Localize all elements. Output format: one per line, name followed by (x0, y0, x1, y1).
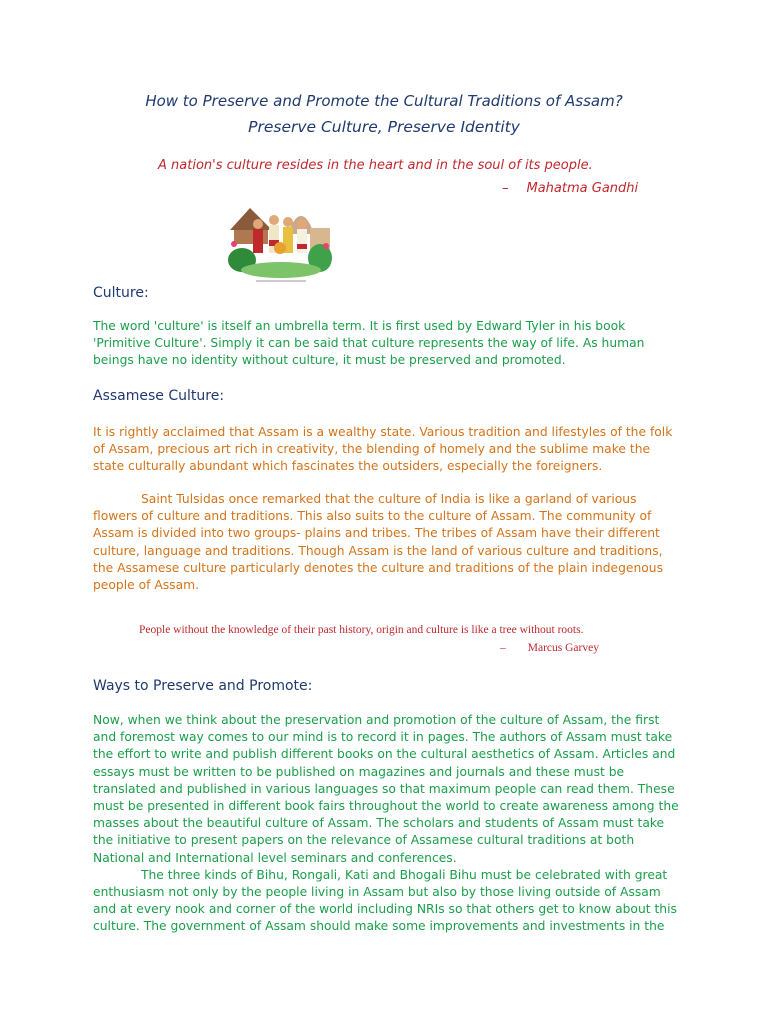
attribution-dash: – (502, 181, 509, 196)
garvey-attribution (500, 642, 599, 654)
assamese-paragraph-2: Saint Tulsidas once remarked that the culture of India is like a garland of various flowers of culture and traditions. This also suits to the culture of Assam. The community of Assam is divided into two groups- plains and tribes. The tribes of Assam have their different culture, language and traditions. Though Assam is the land of various culture and traditions, the Assamese culture particularly denotes the culture and traditions of the plain indegenous people of Assam. (93, 492, 663, 593)
page-subtitle: Preserve Culture, Preserve Identity (248, 118, 520, 136)
assamese-culture-illustration-icon (228, 200, 334, 286)
ways-paragraph-2: The three kinds of Bihu, Rongali, Kati and Bhogali Bihu must be celebrated with great enthusiasm not only by the people living in Assam but also by those living outside of Assam and at every nook and corner of the world including NRIs so that others get to know about this culture. The government of Assam should make some improvements and investments in the (93, 867, 677, 934)
gandhi-quote: A nation's culture resides in the heart and in the soul of its people. (158, 158, 593, 173)
assamese-paragraph-1: It is rightly acclaimed that Assam is a wealthy state. Various tradition and lifestyles of the folk of Assam, precious art rich in creativity, the blending of homely and the sublime make the state culturally abundant which fascinates the outsiders, especially the foreigners. (93, 425, 673, 474)
ways-paragraphs (93, 712, 683, 936)
attribution-dash: – (500, 642, 506, 654)
page-title: How to Preserve and Promote the Cultural Traditions of Assam? (145, 92, 623, 110)
ways-paragraph-1: Now, when we think about the preservation and promotion of the culture of Assam, the first and foremost way comes to our mind is to record it in pages. The authors of Assam must take the effort to write and publish different books on the cultural aesthetics of Assam. Articles and essays must be written to be published on magazines and journals and these must be translated and published in various languages so that maximum people can read them. These must be presented in different book fairs throughout the world to create awareness among the masses about the beautiful culture of Assam. The scholars and students of Assam must take the initiative to present papers on the relevance of Assamese cultural traditions at both National and International level seminars and conferences. (93, 713, 679, 865)
ways-heading: Ways to Preserve and Promote: (93, 678, 313, 694)
garvey-quote: People without the knowledge of their past history, origin and culture is like a tree without roots. (139, 624, 584, 636)
culture-heading: Culture: (93, 285, 149, 301)
culture-paragraph: The word 'culture' is itself an umbrella term. It is first used by Edward Tyler in his book 'Primitive Culture'. Simply it can be said that culture represents the way of life. As human beings have no identity without culture, it must be preserved and promoted. (93, 319, 645, 368)
gandhi-attribution (502, 181, 638, 196)
assamese-culture-heading: Assamese Culture: (93, 388, 225, 404)
quote-author: Marcus Garvey (527, 642, 599, 654)
quote-author: Mahatma Gandhi (526, 181, 639, 196)
